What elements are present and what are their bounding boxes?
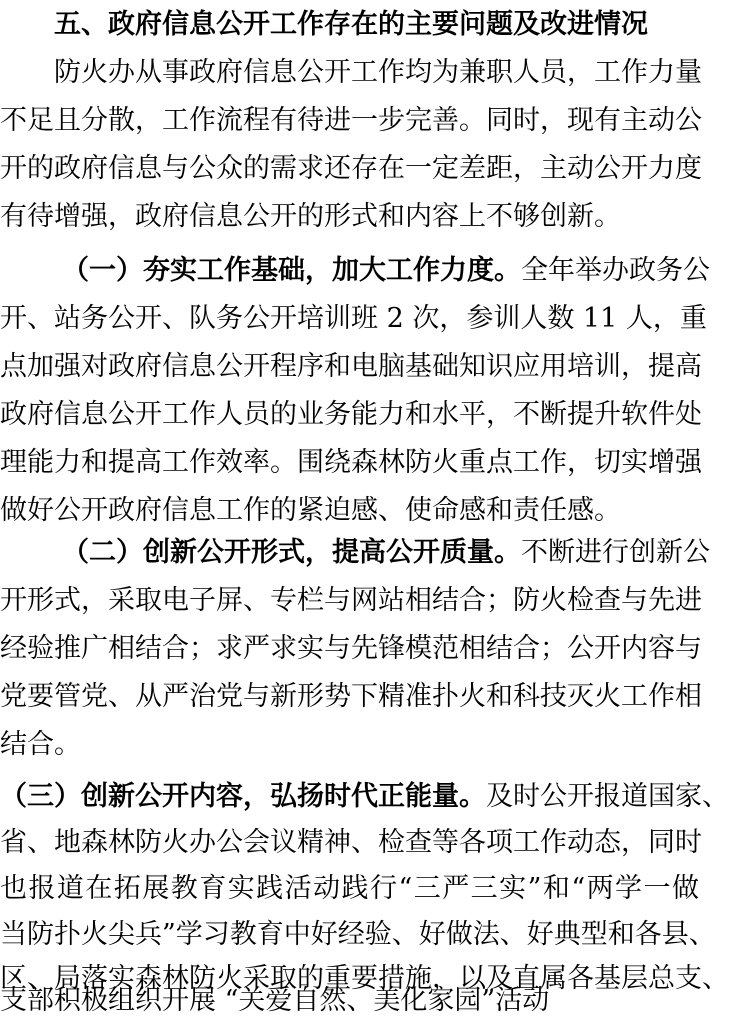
paragraph-2-line-6: 做好公开政府信息工作的紧迫感、使命感和责任感。 xyxy=(0,495,621,526)
paragraph-4-line-2: 省、地森林防火办公会议精神、检查等各项工作动态，同时 xyxy=(0,827,702,858)
section-heading: 五、政府信息公开工作存在的主要问题及改进情况 xyxy=(54,9,648,40)
paragraph-4-line-4: 当防扑火尖兵”学习教育中好经验、好做法、好典型和各县、 xyxy=(0,919,716,950)
paragraph-3-line-2: 开形式，采取电子屏、专栏与网站相结合；防火检查与先进 xyxy=(0,585,702,616)
paragraph-4-line-1-text: 及时公开报道国家、 xyxy=(486,781,729,812)
paragraph-2-heading: （一）夯实工作基础，加大工作力度。 xyxy=(62,255,521,286)
paragraph-4-heading: （三）创新公开内容，弘扬时代正能量。 xyxy=(0,781,486,812)
paragraph-4-line-5: 区、局落实森林防火采取的重要措施，以及直属各基层总支、 xyxy=(0,963,729,994)
paragraph-1-line-3: 开的政府信息与公众的需求还存在一定差距，主动公开力度 xyxy=(0,153,702,184)
paragraph-4-line-6: 支部积极组织开展 “关爱自然、美化家园”活动 xyxy=(0,985,550,1016)
paragraph-2-line-4: 政府信息公开工作人员的业务能力和水平，不断提升软件处 xyxy=(0,399,702,430)
paragraph-3-line-5: 结合。 xyxy=(0,729,81,760)
paragraph-1-line-4: 有待增强，政府信息公开的形式和内容上不够创新。 xyxy=(0,201,621,232)
paragraph-1-line-2: 不足且分散，工作流程有待进一步完善。同时，现有主动公 xyxy=(0,105,702,136)
paragraph-4-line-1 xyxy=(0,774,729,820)
paragraph-3-line-1-text: 不断进行创新公 xyxy=(521,537,710,568)
paragraph-2-line-2: 开、站务公开、队务公开培训班 2 次，参训人数 11 人，重 xyxy=(0,303,707,334)
paragraph-2-line-1-text: 全年举办政务公 xyxy=(521,255,710,286)
paragraph-2-line-1 xyxy=(0,248,710,294)
paragraph-2-line-5: 理能力和提高工作效率。围绕森林防火重点工作，切实增强 xyxy=(0,447,702,478)
paragraph-3-line-4: 党要管党、从严治党与新形势下精准扑火和科技灭火工作相 xyxy=(0,681,702,712)
paragraph-1-line-1: 防火办从事政府信息公开工作均为兼职人员，工作力量 xyxy=(54,57,702,88)
paragraph-2-line-3: 点加强对政府信息公开程序和电脑基础知识应用培训，提高 xyxy=(0,351,702,382)
paragraph-3-heading: （二）创新公开形式，提高公开质量。 xyxy=(62,537,521,568)
paragraph-3-line-3: 经验推广相结合；求严求实与先锋模范相结合；公开内容与 xyxy=(0,633,702,664)
paragraph-4-line-3: 也报道在拓展教育实践活动践行“三严三实”和“两学一做 xyxy=(0,873,699,904)
paragraph-3-line-1 xyxy=(0,530,710,576)
